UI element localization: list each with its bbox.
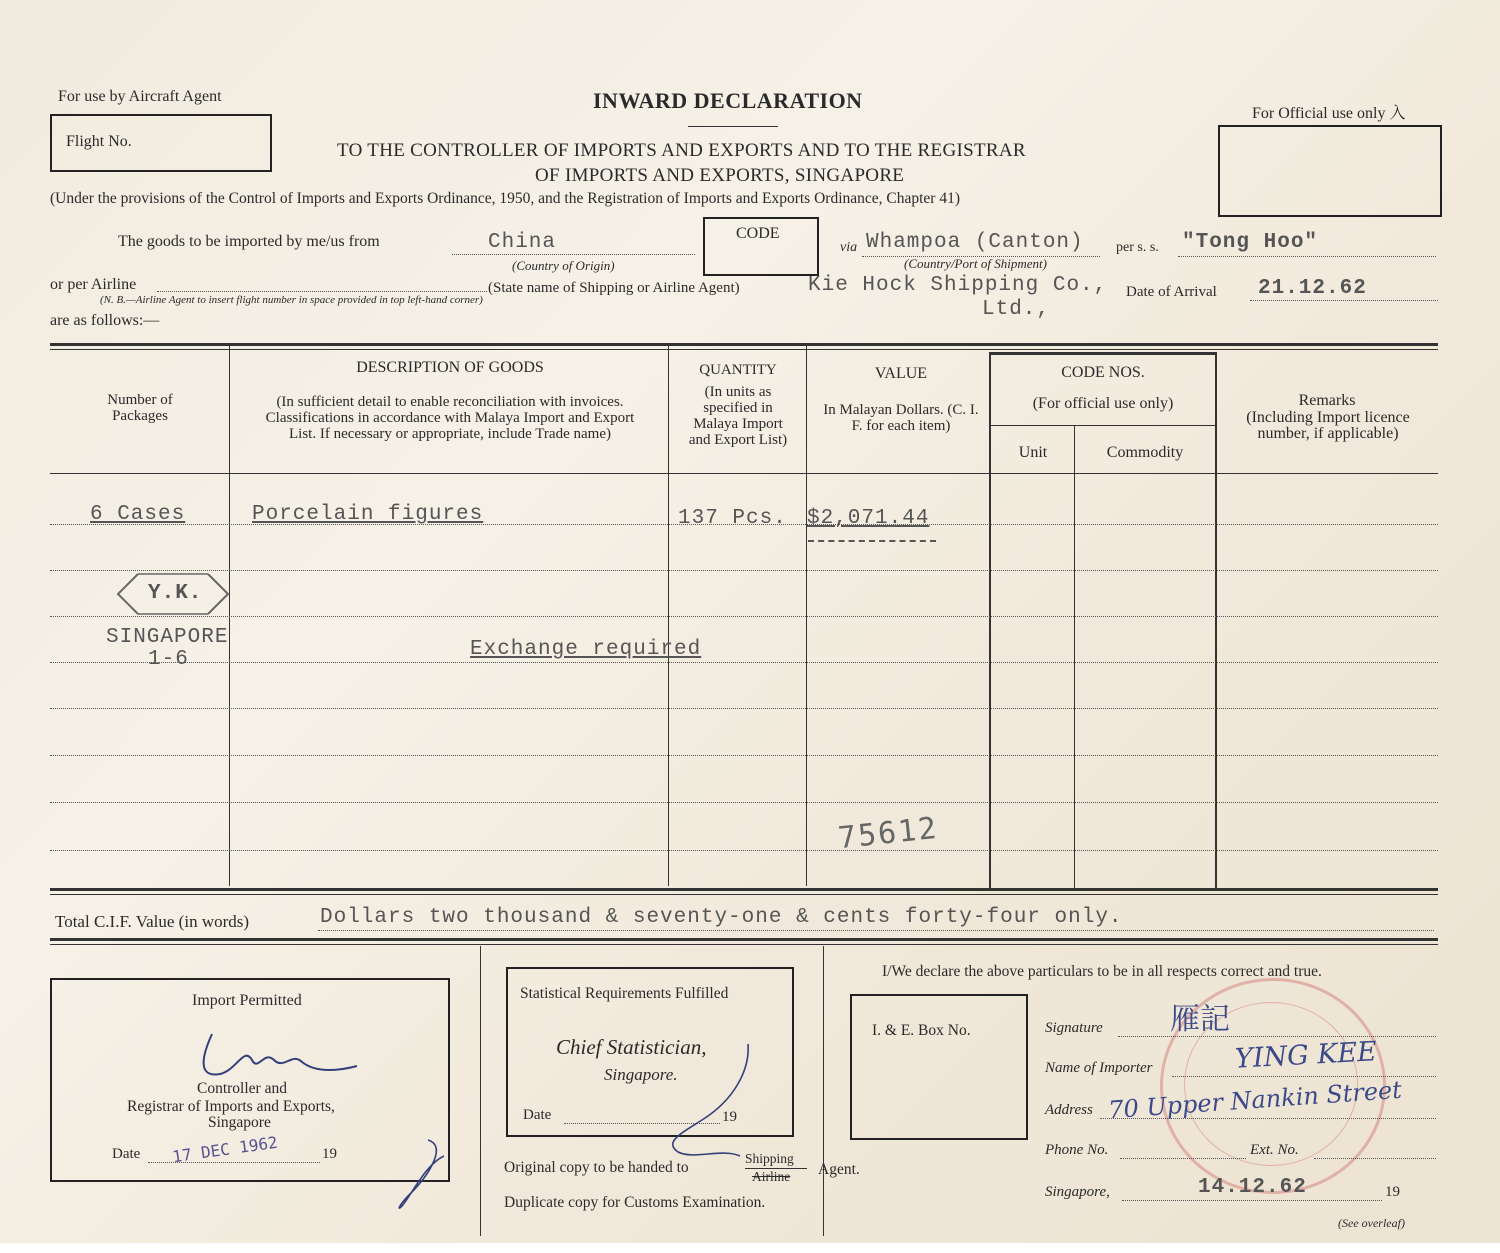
via-label: via [840, 240, 858, 255]
agent-suffix: Agent. [818, 1161, 860, 1178]
aircraft-agent-label: For use by Aircraft Agent [58, 88, 222, 105]
col-header-description-body: (In sufficient detail to enable reconciliation with invoices. Classifications in accordance with Malaya Import and Export List. If necessary or appropriate, include Trade name) [265, 394, 635, 442]
official-use-mark: 入 [1389, 105, 1406, 122]
col-header-code-body: (For official use only) [1032, 395, 1174, 412]
shipping-mark-range: 1-6 [148, 648, 189, 671]
col-header-value-title: VALUE [874, 365, 928, 382]
initial-scribble-icon [388, 1136, 458, 1216]
declaration-year-label: 19 [1385, 1184, 1400, 1200]
controller-signature-icon [192, 1026, 382, 1084]
ext-label: Ext. No. [1250, 1142, 1299, 1158]
statistical-date-label: Date [523, 1107, 552, 1123]
row-quantity-value[interactable]: 137 Pcs. [678, 507, 787, 530]
statistician-signature-icon [630, 1040, 770, 1160]
col-header-quantity-title: QUANTITY [699, 362, 777, 378]
shipping-option: Shipping [745, 1151, 794, 1166]
col-header-remarks-title: Remarks [1298, 392, 1356, 409]
statistician-line1: Chief Statistician, [556, 1035, 707, 1059]
signature-value[interactable]: 雁記 [1170, 1002, 1230, 1037]
total-cif-value[interactable]: Dollars two thousand & seventy-one & cents forty-four only. [320, 906, 1123, 929]
airline-note: (N. B.—Airline Agent to insert flight number in space provided in top left-hand corner) [100, 294, 483, 306]
col-header-commodity: Commodity [1106, 444, 1184, 461]
airline-option: Airline [752, 1169, 791, 1184]
original-copy-label: Original copy to be handed to [504, 1159, 689, 1176]
country-of-origin-value[interactable]: China [488, 231, 557, 254]
statistical-year-label: 19 [722, 1109, 737, 1125]
col-header-value-body: In Malayan Dollars. (C. I. F. for each item) [823, 402, 979, 434]
shipping-mark-initials: Y.K. [148, 582, 203, 605]
declaration-date-value[interactable]: 14.12.62 [1198, 1176, 1307, 1199]
goods-from-label: The goods to be imported by me/us from [118, 233, 380, 250]
col-header-quantity-body: (In units as specified in Malaya Import and Export List) [688, 384, 788, 448]
duplicate-copy-label: Duplicate copy for Customs Examination. [504, 1194, 766, 1211]
agent-name-value-2: Ltd., [982, 298, 1051, 321]
importer-name-value[interactable]: YING KEE [1234, 1036, 1378, 1075]
addressee-line1: TO THE CONTROLLER OF IMPORTS AND EXPORTS AND TO THE REGISTRAR [337, 140, 1026, 161]
col-header-code-title: CODE NOS. [1061, 364, 1145, 381]
table-top-rule [50, 343, 1438, 346]
row-description-value[interactable]: Porcelain figures [252, 503, 484, 526]
total-cif-label: Total C.I.F. Value (in words) [55, 912, 250, 931]
see-overleaf-note: (See overleaf) [1338, 1216, 1405, 1230]
declaration-statement: I/We declare the above particulars to be in all respects correct and true. [882, 963, 1322, 980]
agent-label: (State name of Shipping or Airline Agent) [488, 280, 740, 296]
import-date-stamp: 17 DEC 1962 [171, 1132, 279, 1167]
import-permitted-title: Import Permitted [192, 992, 302, 1009]
address-label: Address [1045, 1102, 1093, 1118]
provisions-text: (Under the provisions of the Control of Imports and Exports Ordinance, 1950, and the Registration of Imports and Exports Ordinance, Chapter 41) [50, 190, 960, 207]
ship-name-value[interactable]: "Tong Hoo" [1182, 231, 1319, 254]
agent-name-value[interactable]: Kie Hock Shipping Co., [808, 274, 1108, 297]
col-header-packages: Number of Packages [107, 392, 173, 424]
statistician-line2: Singapore. [604, 1065, 678, 1084]
page-title: INWARD DECLARATION [593, 88, 863, 113]
row-packages-value[interactable]: 6 Cases [90, 503, 186, 526]
port-of-shipment-caption: (Country/Port of Shipment) [904, 256, 1047, 271]
row-value-amount[interactable]: $2,071.44 [807, 507, 930, 530]
exchange-note: Exchange required [470, 638, 702, 661]
import-year-label: 19 [322, 1146, 337, 1162]
col-header-remarks-body: (Including Import licence number, if applicable) [1246, 409, 1410, 442]
import-date-label: Date [112, 1146, 141, 1162]
ie-box [850, 994, 1028, 1140]
official-use-box [1218, 125, 1442, 217]
col-header-unit: Unit [1018, 444, 1048, 461]
arrival-label: Date of Arrival [1126, 284, 1217, 300]
addressee-line2: OF IMPORTS AND EXPORTS, SINGAPORE [535, 165, 905, 186]
code-box [703, 217, 819, 276]
serial-number: 75612 [836, 810, 940, 857]
official-use-label: For Official use only 入 [1252, 105, 1406, 122]
col-header-description-title: DESCRIPTION OF GOODS [356, 359, 544, 376]
statistical-title: Statistical Requirements Fulfilled [520, 985, 729, 1002]
arrival-date-value[interactable]: 21.12.62 [1258, 277, 1367, 300]
table-header-rule [50, 473, 1438, 474]
title-rule [688, 126, 778, 127]
airline-label: or per Airline [50, 276, 137, 293]
controller-line1: Controller and [197, 1080, 287, 1097]
controller-line2: Registrar of Imports and Exports, [127, 1098, 335, 1115]
flight-no-label: Flight No. [66, 133, 132, 150]
flight-no-box[interactable] [50, 114, 272, 172]
controller-line3: Singapore [208, 1114, 271, 1131]
country-of-origin-caption: (Country of Origin) [512, 258, 615, 273]
code-label: CODE [736, 225, 780, 242]
ie-box-label: I. & E. Box No. [872, 1022, 971, 1039]
importer-label: Name of Importer [1045, 1060, 1153, 1076]
shipping-mark-place: SINGAPORE [106, 626, 229, 649]
per-ss-label: per s. s. [1116, 240, 1159, 255]
port-of-shipment-value[interactable]: Whampoa (Canton) [866, 231, 1084, 254]
follows-label: are as follows:— [50, 312, 160, 329]
address-value[interactable]: 70 Upper Nankin Street [1107, 1075, 1403, 1125]
table-bottom-rule [50, 888, 1438, 891]
signature-label: Signature [1045, 1020, 1103, 1036]
phone-label: Phone No. [1045, 1142, 1109, 1158]
place-label: Singapore, [1045, 1184, 1110, 1200]
